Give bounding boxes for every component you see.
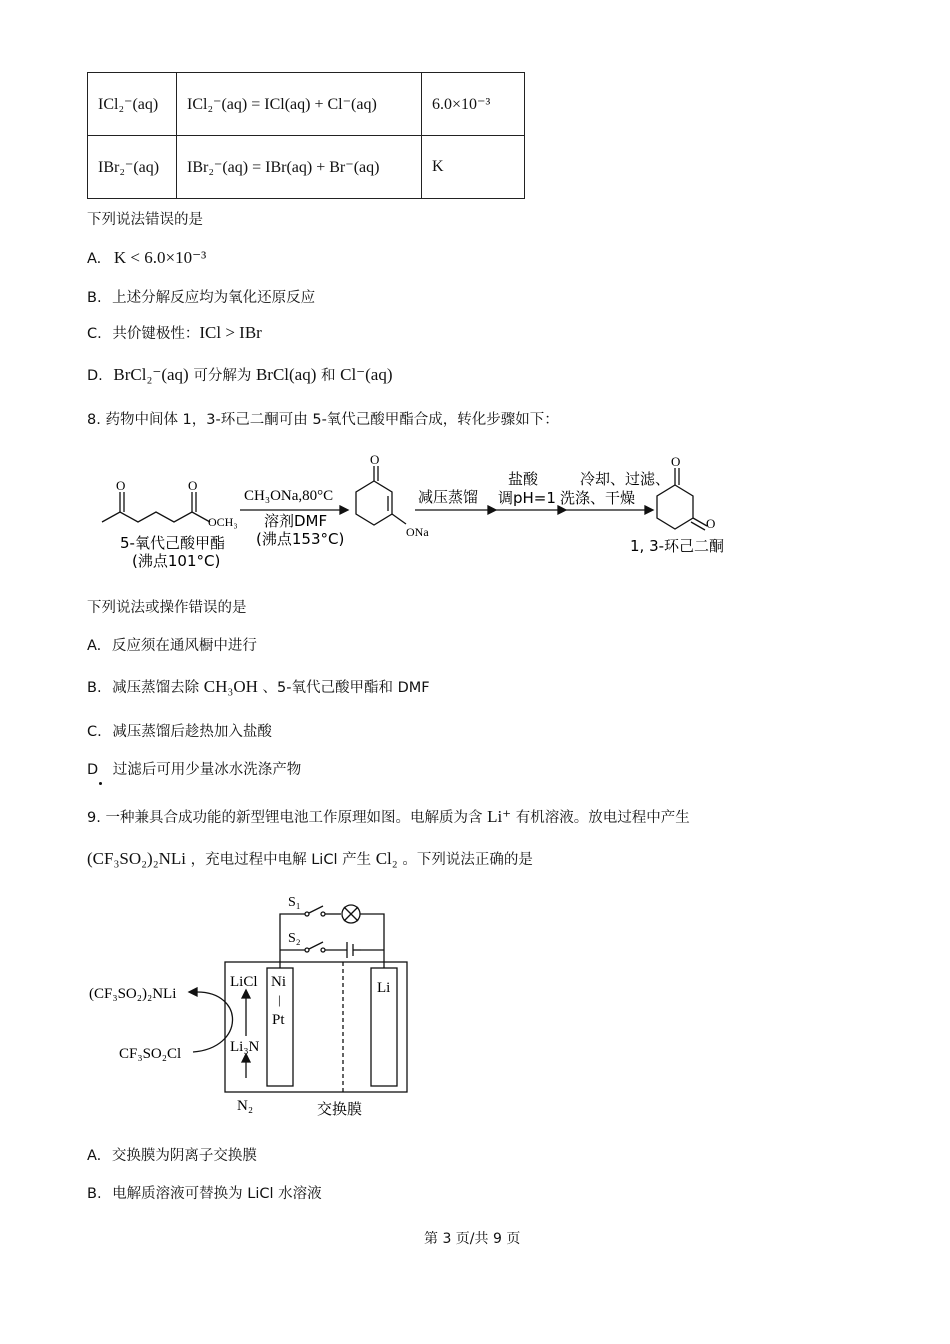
ni-label: Ni [271,974,286,990]
switch-s1-label: S₁ [288,895,301,910]
li3n-label: Li₃N [230,1039,260,1055]
q9-option-a [87,1144,257,1165]
atom-o: O [370,452,380,467]
option-label: B. [87,290,102,306]
product-name: 1, 3-环己二酮 [630,537,725,555]
option-math: BrCl₂⁻(aq) [113,365,189,384]
option-text: 电解质溶液可替换为 LiCl 水溶液 [112,1186,322,1202]
stem-math: (CF₃SO₂)₂NLi [87,849,187,868]
reagent-label: CF₃SO₂Cl [119,1046,182,1062]
option-text: 和 [321,368,336,384]
option-text: 反应须在通风橱中进行 [111,638,257,654]
q7-option-d [87,364,393,385]
option-text: 可分解为 [193,368,252,384]
table-row [88,136,525,199]
option-label: B. [87,680,102,696]
bar-label: | [278,992,281,1007]
q9-stem-line1 [87,806,690,827]
option-label: C. [87,724,102,740]
equilibrium-table [87,72,525,199]
q8-option-a [87,634,257,655]
step4-bottom: 洗涤、干燥 [560,489,636,507]
start-bp: (沸点101°C) [132,552,221,570]
option-text: 上述分解反应均为氧化还原反应 [112,290,316,306]
start-name: 5-氧代己酸甲酯 [120,534,225,552]
table-cell-equation: ICl₂⁻(aq) = ICl(aq) + Cl⁻(aq) [177,73,422,136]
atom-o: O [706,516,716,531]
table-cell-k: 6.0×10⁻³ [422,73,525,136]
q9-option-b [87,1182,322,1203]
li-label: Li [377,980,391,996]
option-math: Cl⁻(aq) [340,365,393,384]
switch-s2-label: S₂ [288,931,301,946]
q7-prompt: 下列说法错误的是 [87,212,203,228]
membrane-label: 交换膜 [317,1100,363,1118]
ona-label: ONa [406,525,429,539]
arrow1-bottom2: (沸点153°C) [256,530,345,548]
step3-top: 盐酸 [508,470,539,488]
option-math: ICl > IBr [199,323,262,342]
table-cell-species: IBr₂⁻(aq) [88,136,177,199]
stem-text: 。下列说法正确的是 [402,852,533,868]
option-text: 交换膜为阴离子交换膜 [111,1148,257,1164]
table-cell-equation: IBr₂⁻(aq) = IBr(aq) + Br⁻(aq) [177,136,422,199]
stem-text: 9. 一种兼具合成功能的新型锂电池工作原理如图。电解质为含 [87,810,483,826]
arrow1-bottom1: 溶剂DMF [264,512,328,530]
atom-o: O [116,478,126,493]
stem-text: 有机溶液。放电过程中产生 [515,810,690,826]
option-text: 、5-氧代己酸甲酯和 DMF [262,680,430,696]
q8-option-d [87,758,301,779]
option-label: A. [87,638,102,654]
q8-prompt: 下列说法或操作错误的是 [87,600,247,616]
licl-label: LiCl [230,974,258,990]
option-label: D. [87,368,103,384]
table-cell-k: K [422,136,525,199]
option-label: D [87,762,99,778]
atom-o: O [188,478,198,493]
table-row [88,73,525,136]
dot-mark [99,782,102,785]
step4-top: 冷却、过滤、 [580,470,671,488]
page-footer: 第 3 页/共 9 页 [424,1231,521,1247]
step3-bottom: 调pH=1 [498,489,556,507]
product-label: (CF₃SO₂)₂NLi [89,986,177,1002]
option-label: C. [87,326,102,342]
q7-option-b [87,286,315,307]
arrow1-top: CH₃ONa,80°C [244,488,334,504]
table-cell-species: ICl₂⁻(aq) [88,73,177,136]
step2-label: 减压蒸馏 [418,488,479,506]
och3-label: OCH₃ [208,515,238,529]
stem-math: Cl₂ [375,849,398,868]
option-math: BrCl(aq) [255,365,317,384]
q8-option-c [87,720,272,741]
stem-math: Li⁺ [487,807,512,826]
reaction-scheme [90,448,750,578]
n2-label: N₂ [237,1098,254,1114]
pt-label: Pt [272,1012,285,1028]
option-text: 过滤后可用少量冰水洗涤产物 [112,762,302,778]
battery-diagram [85,888,445,1123]
option-math: K < 6.0×10⁻³ [113,248,207,267]
stem-text: ，充电过程中电解 LiCl 产生 [190,852,372,868]
atom-o: O [671,454,681,469]
option-math: CH₃OH [203,677,258,696]
option-label: B. [87,1186,102,1202]
option-text: 减压蒸馏去除 [112,680,200,696]
option-text: 共价键极性： [112,326,200,342]
q7-option-a [87,248,206,268]
q9-stem-line2 [87,848,533,869]
q8-stem: 8. 药物中间体 1，3-环己二酮可由 5-氧代己酸甲酯合成，转化步骤如下： [87,412,559,428]
q8-option-b [87,676,430,697]
option-text: 减压蒸馏后趁热加入盐酸 [112,724,272,740]
option-label: A. [87,1148,102,1164]
q7-option-c [87,322,262,343]
option-label: A. [87,251,102,267]
